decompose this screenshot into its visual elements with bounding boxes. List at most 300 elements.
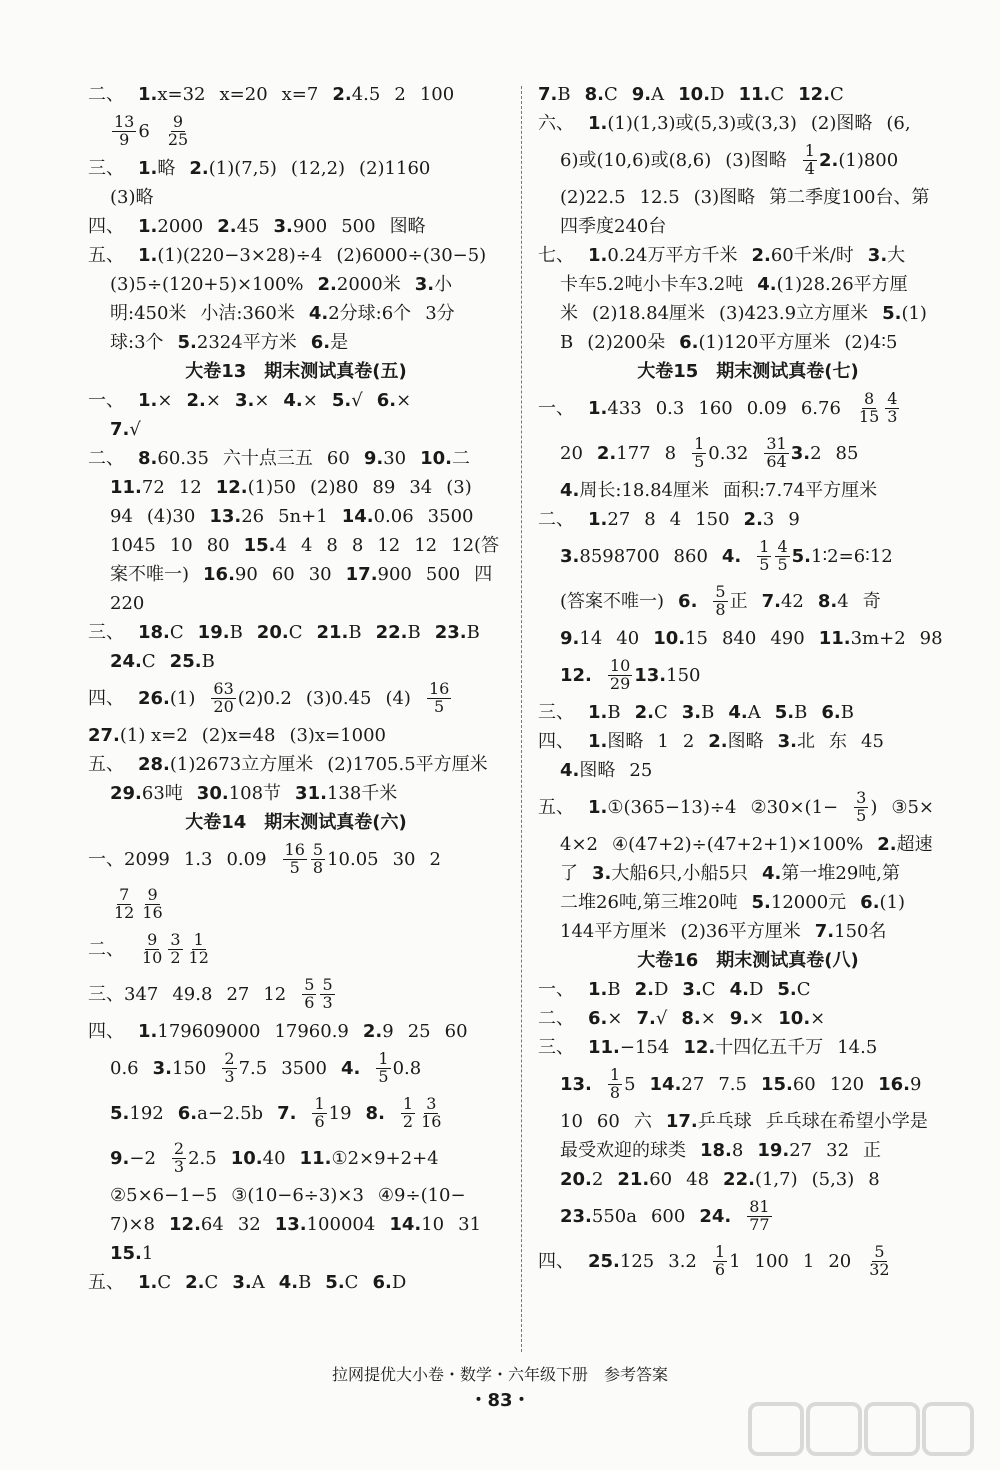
answer-text: 四季度240台 bbox=[560, 216, 667, 237]
answer-text: a−2.5b bbox=[197, 1103, 264, 1124]
answer-text: C bbox=[204, 1272, 219, 1293]
answer-line bbox=[538, 756, 958, 785]
answer-text: 60 bbox=[326, 448, 350, 469]
question-number: 20. bbox=[256, 622, 289, 643]
fraction bbox=[885, 391, 899, 426]
answer-text: 108节 bbox=[228, 783, 282, 804]
answer-line bbox=[88, 80, 504, 109]
answer-text: 30 bbox=[308, 564, 332, 585]
question-number: 18. bbox=[700, 1140, 732, 1161]
answer-text: 120 bbox=[829, 1074, 865, 1095]
answer-text: 10.05 bbox=[327, 849, 379, 870]
answer-text: ③5× bbox=[891, 797, 935, 818]
question-number: 23. bbox=[560, 1206, 592, 1227]
answer-text: 8 bbox=[644, 509, 656, 530]
answer-text: C bbox=[796, 979, 811, 1000]
fraction-denominator: 29 bbox=[609, 674, 631, 693]
answer-text: (1) bbox=[879, 892, 906, 913]
answer-text: 20 bbox=[828, 1251, 852, 1272]
question-number: 6. bbox=[679, 332, 699, 353]
answer-text: 1 bbox=[141, 1243, 154, 1264]
answer-line bbox=[538, 888, 958, 917]
question-number: 30. bbox=[196, 783, 229, 804]
answer-text: 案不唯一) bbox=[110, 564, 190, 585]
answer-text: 0.32 bbox=[708, 443, 749, 464]
answer-text: 北 bbox=[797, 731, 816, 752]
answer-text: 米 bbox=[560, 303, 578, 324]
question-number: 3. bbox=[592, 863, 612, 884]
answer-text: × bbox=[205, 390, 221, 411]
answer-text: 48 bbox=[686, 1169, 710, 1190]
fraction-denominator: 2 bbox=[170, 948, 181, 967]
answer-text: 900 bbox=[292, 216, 328, 237]
fraction-numerator: 2 bbox=[173, 1139, 185, 1159]
answer-text: 三、347 bbox=[88, 984, 159, 1005]
fraction-denominator: 8 bbox=[312, 858, 324, 877]
answer-text: 第一堆29吨,第 bbox=[781, 863, 901, 884]
question-number: 27. bbox=[88, 725, 120, 746]
answer-text: 100 bbox=[754, 1251, 789, 1272]
question-number: 4. bbox=[283, 390, 303, 411]
answer-text: 2分球:6个 bbox=[328, 303, 412, 324]
answer-text: 19 bbox=[328, 1103, 352, 1124]
answer-text: 100 bbox=[419, 84, 455, 105]
answer-text: C bbox=[141, 651, 156, 672]
section-heading: 大卷14 期末测试真卷(六) bbox=[185, 812, 407, 833]
answer-text: 500 bbox=[425, 564, 461, 585]
answer-text: (2)6000÷(30−5) bbox=[336, 245, 487, 266]
answer-text: B bbox=[466, 622, 480, 643]
answer-text: A bbox=[651, 84, 665, 105]
answer-line bbox=[88, 473, 504, 502]
answer-text: 27 bbox=[607, 509, 631, 530]
answer-text: 3500 bbox=[281, 1058, 328, 1079]
answer-text: 五、 bbox=[88, 245, 124, 266]
answer-text: (2)36平方厘米 bbox=[680, 921, 801, 942]
answer-text: B bbox=[201, 651, 215, 672]
fraction bbox=[187, 932, 211, 967]
question-number: 2. bbox=[634, 979, 654, 1000]
question-number: 13. bbox=[209, 506, 242, 527]
answer-line bbox=[88, 927, 504, 972]
question-number: 9. bbox=[363, 448, 384, 469]
answer-line bbox=[88, 212, 504, 241]
answer-text: 超速 bbox=[896, 834, 933, 855]
answer-text: 了 bbox=[560, 863, 578, 884]
question-number: 8. bbox=[584, 84, 604, 105]
answer-text: (2)18.84厘米 bbox=[592, 303, 706, 324]
answer-text: 四、 bbox=[88, 216, 124, 237]
question-number: 2. bbox=[634, 702, 654, 723]
answer-text: 四、 bbox=[88, 688, 124, 709]
answer-text: 433 bbox=[607, 398, 642, 419]
answer-text: × bbox=[810, 1008, 826, 1029]
question-number: 12. bbox=[683, 1037, 716, 1058]
answer-text: 一、 bbox=[538, 979, 574, 1000]
answer-text: (2)200朵 bbox=[587, 332, 666, 353]
fraction-denominator: 3 bbox=[224, 1067, 235, 1086]
answer-text: (2)22.5 bbox=[560, 187, 626, 208]
section-heading: 大卷16 期末测试真卷(八) bbox=[637, 950, 859, 971]
fraction bbox=[713, 584, 727, 619]
answer-text: 二、 bbox=[88, 448, 124, 469]
fraction-denominator: 8 bbox=[609, 1083, 621, 1102]
question-number: 1. bbox=[588, 979, 608, 1000]
question-number: 6. bbox=[821, 702, 841, 723]
answer-text: 六 bbox=[633, 1111, 652, 1132]
answer-line bbox=[538, 698, 958, 727]
fraction-numerator: 1 bbox=[804, 141, 815, 161]
answer-text: 0.06 bbox=[373, 506, 414, 527]
answer-line bbox=[538, 653, 958, 698]
question-number: 4. bbox=[560, 760, 580, 781]
answer-line bbox=[538, 505, 958, 534]
answer-text: 2 bbox=[810, 443, 822, 464]
fraction-denominator: 77 bbox=[749, 1215, 770, 1234]
question-number: 10. bbox=[653, 628, 686, 649]
answer-text: 63吨 bbox=[141, 783, 183, 804]
question-number: 31. bbox=[295, 783, 327, 804]
answer-text: 10 bbox=[421, 1214, 445, 1235]
answer-line bbox=[88, 270, 504, 299]
answer-text: 7)×8 bbox=[110, 1214, 156, 1235]
question-number: 2. bbox=[708, 731, 728, 752]
fraction-denominator: 3 bbox=[173, 1157, 185, 1176]
fraction-numerator: 4 bbox=[887, 389, 898, 409]
question-number: 1. bbox=[588, 731, 608, 752]
answer-line bbox=[88, 1017, 504, 1046]
answer-text: 六、 bbox=[538, 113, 574, 134]
answer-text: 10 bbox=[560, 1111, 583, 1132]
answer-text: 正 bbox=[729, 591, 748, 612]
question-number: 2. bbox=[743, 509, 763, 530]
answer-text: (1) bbox=[169, 688, 196, 709]
section-heading: 大卷13 期末测试真卷(五) bbox=[185, 361, 407, 382]
answer-line bbox=[88, 502, 504, 531]
answer-text: C bbox=[603, 84, 618, 105]
answer-text: C bbox=[157, 1272, 172, 1293]
question-number: 3. bbox=[273, 216, 293, 237]
answer-text: 8598700 bbox=[579, 546, 660, 567]
answer-line bbox=[538, 386, 958, 431]
question-number: 2. bbox=[217, 216, 237, 237]
answer-text: 二 bbox=[451, 448, 470, 469]
answer-text: 七、 bbox=[538, 245, 574, 266]
fraction-denominator: 6 bbox=[714, 1260, 726, 1279]
fraction bbox=[867, 1244, 891, 1279]
answer-text: B bbox=[701, 702, 715, 723]
answer-text: (1) x=2 bbox=[119, 725, 188, 746]
question-number: 2. bbox=[317, 274, 337, 295]
answer-text: 2.5 bbox=[188, 1148, 217, 1169]
answer-text: C bbox=[653, 702, 668, 723]
question-number: 8. bbox=[681, 1008, 701, 1029]
answer-text: 0.24万平方千米 bbox=[607, 245, 738, 266]
question-number: 14. bbox=[389, 1214, 422, 1235]
fraction-denominator: 3 bbox=[322, 993, 333, 1012]
fraction bbox=[168, 932, 182, 967]
fraction-numerator: 4 bbox=[777, 537, 788, 557]
answer-line bbox=[538, 431, 958, 476]
fraction bbox=[302, 977, 316, 1012]
answer-text: D bbox=[391, 1272, 407, 1293]
answer-text: 四、 bbox=[88, 1021, 124, 1042]
question-number: 25. bbox=[169, 651, 202, 672]
question-number: 13. bbox=[560, 1074, 592, 1095]
question-number: 17. bbox=[665, 1111, 698, 1132]
question-number: 15. bbox=[243, 535, 276, 556]
answer-text: 85 bbox=[835, 443, 859, 464]
answer-text: 0.09 bbox=[226, 849, 267, 870]
answer-text: 60.35 bbox=[157, 448, 209, 469]
fraction bbox=[692, 436, 706, 471]
fraction-denominator: 16 bbox=[142, 903, 163, 922]
answer-text: (答案不唯一) bbox=[560, 591, 665, 612]
question-number: 18. bbox=[138, 622, 170, 643]
answer-text: 20 bbox=[560, 443, 583, 464]
fraction bbox=[140, 887, 164, 922]
answer-text: C bbox=[344, 1272, 359, 1293]
answer-text: 9 bbox=[788, 509, 800, 530]
question-number: 1. bbox=[138, 1021, 158, 1042]
fraction bbox=[608, 1067, 622, 1102]
fraction bbox=[854, 790, 868, 825]
fraction-denominator: 5 bbox=[378, 1067, 389, 1086]
fraction-numerator: 5 bbox=[322, 975, 333, 995]
question-number: 6. bbox=[372, 1272, 392, 1293]
fraction-numerator: 16 bbox=[284, 840, 305, 860]
answer-text: (3) bbox=[446, 477, 472, 498]
fraction-numerator: 3 bbox=[426, 1094, 437, 1114]
fraction-numerator: 8 bbox=[863, 389, 875, 409]
fraction-denominator: 15 bbox=[858, 407, 880, 426]
fraction bbox=[211, 681, 235, 716]
answer-text: 100004 bbox=[306, 1214, 376, 1235]
answer-text: 2 bbox=[682, 731, 695, 752]
answer-line bbox=[88, 618, 504, 647]
answer-text: 10 bbox=[169, 535, 193, 556]
question-number: 11. bbox=[588, 1037, 620, 1058]
answer-line bbox=[88, 183, 504, 212]
answer-line bbox=[538, 1165, 958, 1194]
question-number: 9. bbox=[729, 1008, 750, 1029]
question-number: 5. bbox=[325, 1272, 345, 1293]
answer-text: C bbox=[830, 84, 844, 105]
answer-text: (1)(7,5) bbox=[208, 158, 277, 179]
question-number: 5. bbox=[777, 979, 797, 1000]
answer-line bbox=[538, 1194, 958, 1239]
fraction bbox=[747, 1199, 771, 1234]
answer-text: ②30×(1− bbox=[750, 797, 839, 818]
answer-line bbox=[538, 975, 958, 1004]
answer-line bbox=[538, 138, 958, 183]
answer-text: 二、 bbox=[88, 84, 124, 105]
fraction-denominator: 5 bbox=[777, 555, 788, 574]
question-number: 4. bbox=[278, 1272, 299, 1293]
answer-text: 2000米 bbox=[336, 274, 401, 295]
answer-line bbox=[88, 676, 504, 721]
answer-text: A bbox=[251, 1272, 265, 1293]
answer-text: 1045 bbox=[110, 535, 156, 556]
answer-text: ③(10−6÷3)×3 bbox=[231, 1185, 364, 1206]
fraction-denominator: 10 bbox=[142, 948, 163, 967]
answer-text: × bbox=[700, 1008, 716, 1029]
answer-text: 2000 bbox=[157, 216, 204, 237]
answer-text: 小 bbox=[434, 274, 453, 295]
answer-text: 1∶2=6∶12 bbox=[811, 546, 893, 567]
answer-line bbox=[88, 1091, 504, 1136]
fraction-numerator: 5 bbox=[874, 1242, 885, 1262]
question-number: 22. bbox=[375, 622, 408, 643]
answer-text: 27 bbox=[789, 1140, 813, 1161]
question-number: 2. bbox=[186, 390, 206, 411]
answer-text: x=7 bbox=[281, 84, 319, 105]
answer-line bbox=[88, 721, 504, 750]
answer-line bbox=[538, 241, 958, 270]
question-number: 9. bbox=[110, 1148, 130, 1169]
answer-text: × bbox=[749, 1008, 765, 1029]
answer-text: 四 bbox=[474, 564, 493, 585]
answer-line bbox=[538, 1136, 958, 1165]
answer-text: 4×2 bbox=[560, 834, 598, 855]
answer-text: B bbox=[840, 702, 854, 723]
question-number: 6. bbox=[860, 892, 880, 913]
fraction-denominator: 32 bbox=[869, 1260, 890, 1279]
question-number: 7. bbox=[277, 1103, 297, 1124]
answer-text: 7.5 bbox=[718, 1074, 747, 1095]
question-number: 6. bbox=[310, 332, 331, 353]
answer-text: 乒乓球在希望小学是 bbox=[765, 1111, 928, 1132]
answer-text: 550a bbox=[591, 1206, 637, 1227]
answer-text: 第二季度100台、第 bbox=[769, 187, 930, 208]
fraction-denominator: 20 bbox=[213, 697, 234, 716]
fraction-numerator: 31 bbox=[766, 434, 787, 454]
answer-text: (3)0.45 bbox=[305, 688, 372, 709]
fraction bbox=[312, 1096, 326, 1131]
answer-text: 0.3 bbox=[655, 398, 685, 419]
answer-text: 1 bbox=[802, 1251, 815, 1272]
answer-line bbox=[88, 531, 504, 560]
answer-text: −154 bbox=[619, 1037, 670, 1058]
answer-text: C bbox=[169, 622, 184, 643]
answer-line bbox=[88, 972, 504, 1017]
question-number: 1. bbox=[588, 509, 608, 530]
answer-text: 6 bbox=[138, 121, 150, 142]
answer-line bbox=[538, 785, 958, 830]
question-number: 11. bbox=[818, 628, 851, 649]
question-number: 6. bbox=[588, 1008, 608, 1029]
answer-text: 26 bbox=[241, 506, 265, 527]
question-number: 5. bbox=[751, 892, 771, 913]
answer-line bbox=[538, 1062, 958, 1107]
answer-text: √ bbox=[129, 419, 141, 440]
answer-line bbox=[538, 1004, 958, 1033]
answer-text: 12(答 bbox=[451, 535, 500, 556]
answer-text: 5n+1 bbox=[278, 506, 328, 527]
answer-line bbox=[88, 241, 504, 270]
question-number: 2. bbox=[185, 1272, 205, 1293]
column-divider bbox=[521, 86, 522, 1352]
answer-text: 4 bbox=[669, 509, 682, 530]
answer-text: 60 bbox=[271, 564, 295, 585]
answer-text: (3)图略 bbox=[725, 150, 787, 171]
answer-text: 30 bbox=[392, 849, 416, 870]
answer-text: B bbox=[557, 84, 571, 105]
answer-line bbox=[538, 917, 958, 946]
question-number: 11. bbox=[110, 477, 142, 498]
fraction-numerator: 3 bbox=[856, 788, 867, 808]
answer-text: B bbox=[607, 702, 621, 723]
answer-text: 17960.9 bbox=[274, 1021, 349, 1042]
fraction-denominator: 12 bbox=[188, 948, 209, 967]
answer-text: ④9÷(10− bbox=[377, 1185, 466, 1206]
answer-line bbox=[538, 624, 958, 653]
answer-text: 8 bbox=[664, 443, 677, 464]
question-number: 24. bbox=[110, 651, 142, 672]
answer-text: 六十点三五 bbox=[222, 448, 313, 469]
fraction-numerator: 1 bbox=[314, 1094, 325, 1114]
answer-text: 五、 bbox=[88, 1272, 124, 1293]
answer-text: 25 bbox=[629, 760, 653, 781]
question-number: 4. bbox=[341, 1058, 361, 1079]
fraction-numerator: 63 bbox=[213, 679, 234, 699]
question-number: 15. bbox=[760, 1074, 793, 1095]
question-number: 1. bbox=[588, 113, 608, 134]
question-number: 7. bbox=[636, 1008, 656, 1029]
question-number: 3. bbox=[232, 1272, 252, 1293]
fraction bbox=[140, 932, 164, 967]
answer-text: (5,3) bbox=[811, 1169, 855, 1190]
question-number: 7. bbox=[110, 419, 130, 440]
answer-line bbox=[88, 386, 504, 415]
answer-text: 500 bbox=[341, 216, 376, 237]
fraction-numerator: 5 bbox=[715, 582, 726, 602]
answer-text: 12 bbox=[263, 984, 287, 1005]
answer-text: C bbox=[288, 622, 303, 643]
answer-text: 奇 bbox=[862, 591, 881, 612]
answer-text: −2 bbox=[129, 1148, 156, 1169]
answer-text: ①2×9+2+4 bbox=[331, 1148, 439, 1169]
fraction-numerator: 1 bbox=[609, 1065, 621, 1085]
fraction bbox=[283, 842, 307, 877]
question-number: 3. bbox=[867, 245, 888, 266]
answer-line bbox=[538, 1033, 958, 1062]
answer-text: 周长:18.84厘米 bbox=[579, 480, 709, 501]
answer-text: 9 bbox=[910, 1074, 922, 1095]
fraction-denominator: 6 bbox=[304, 993, 315, 1012]
answer-text: 45 bbox=[236, 216, 260, 237]
answer-text: (2)图略 bbox=[810, 113, 873, 134]
answer-text: 三、 bbox=[88, 622, 124, 643]
answer-text: B bbox=[560, 332, 574, 353]
answer-text: √ bbox=[351, 390, 363, 411]
answer-text: 860 bbox=[673, 546, 708, 567]
answer-line bbox=[88, 109, 504, 154]
question-number: 4. bbox=[762, 863, 782, 884]
answer-text: 40 bbox=[616, 628, 640, 649]
answer-text: x=20 bbox=[219, 84, 268, 105]
answer-line bbox=[88, 328, 504, 357]
question-number: 3. bbox=[234, 390, 255, 411]
question-number: 10. bbox=[420, 448, 452, 469]
answer-text: 图略 bbox=[579, 760, 616, 781]
answer-text: (4) bbox=[385, 688, 411, 709]
answer-text: 138千米 bbox=[326, 783, 398, 804]
fraction-numerator: 1 bbox=[714, 1242, 726, 1262]
question-number: 5. bbox=[331, 390, 352, 411]
answer-text: 14.5 bbox=[837, 1037, 878, 1058]
question-number: 8. bbox=[365, 1103, 385, 1124]
